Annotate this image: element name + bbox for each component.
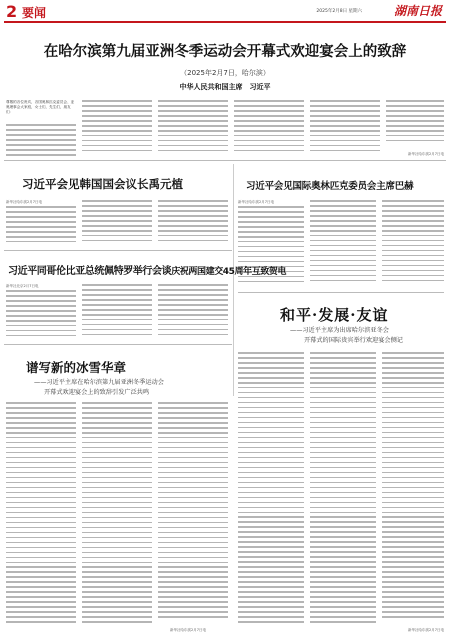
section-name: 要闻 xyxy=(22,6,47,20)
main-author: 中华人民共和国主席 习近平 xyxy=(179,83,271,91)
main-body-col6 xyxy=(386,100,444,150)
main-body-col1 xyxy=(6,124,76,159)
ioc-col3 xyxy=(382,200,444,288)
divider-korea-colombia xyxy=(4,250,232,251)
newspaper-logo: 湖南日报 xyxy=(393,4,442,18)
main-lead: 尊敬的各位贵宾，各国奥林匹克委员会、亚奥理事会大家庭，女士们，先生们，朋友们： xyxy=(6,100,75,114)
colombia-col3 xyxy=(158,284,228,340)
feature-col1 xyxy=(6,402,76,630)
section-divider xyxy=(4,160,446,161)
feature-col3 xyxy=(158,402,228,622)
main-body-col5 xyxy=(310,100,380,158)
korea-col1 xyxy=(6,206,76,246)
feature-credit: 新华社哈尔滨2月7日电 xyxy=(170,628,206,632)
peace-subtitle-2: 开幕式的国际贵宾举行欢迎宴会侧记 xyxy=(304,337,403,344)
credit-ioc: 新华社哈尔滨2月7日电 xyxy=(238,200,274,204)
divider-colombia-feature xyxy=(4,344,232,345)
peace-col1 xyxy=(238,352,304,632)
headline-feature: 谱写新的冰雪华章 xyxy=(26,360,127,375)
main-dateline: （2025年2月7日，哈尔滨） xyxy=(180,69,270,77)
peace-col3 xyxy=(382,352,444,624)
headline-korea: 习近平会见韩国国会议长禹元植 xyxy=(22,177,183,191)
credit-korea: 新华社哈尔滨2月7日电 xyxy=(6,200,42,204)
issue-date: 2025年2月8日 星期六 xyxy=(316,9,362,14)
main-lead-column xyxy=(6,100,76,122)
peace-col2 xyxy=(310,352,376,632)
divider-ioc-commentary xyxy=(238,292,444,293)
feature-col2 xyxy=(82,402,152,630)
korea-col3 xyxy=(158,200,228,246)
headline-colombia xyxy=(8,262,286,277)
headline-ioc: 习近平会见国际奥林匹克委员会主席巴赫 xyxy=(246,181,414,192)
header-rule xyxy=(4,21,446,23)
headline-colombia-suffix: 庆祝两国建交45周年互致贺电 xyxy=(171,267,287,277)
main-body-col2 xyxy=(82,100,152,158)
colombia-col2 xyxy=(82,284,152,340)
main-headline: 在哈尔滨第九届亚洲冬季运动会开幕式欢迎宴会上的致辞 xyxy=(43,44,407,60)
peace-credit: 新华社哈尔滨2月7日电 xyxy=(408,628,444,632)
credit-colombia: 新华社北京2月7日电 xyxy=(6,284,39,288)
peace-subtitle-1: ——习近平主席为出席哈尔滨亚冬会 xyxy=(290,327,389,334)
masthead xyxy=(0,0,450,22)
korea-col2 xyxy=(82,200,152,246)
main-body-col3 xyxy=(158,100,228,158)
feature-subtitle-1: ——习近平主席在哈尔滨第九届亚洲冬季运动会 xyxy=(34,379,164,386)
feature-subtitle-2: 开幕式欢迎宴会上的致辞引发广泛共鸣 xyxy=(44,389,150,396)
page-number: 2 xyxy=(6,2,18,21)
main-body-col4 xyxy=(234,100,304,158)
column-divider xyxy=(233,164,234,396)
headline-peace: 和平·发展·友谊 xyxy=(280,306,389,324)
headline-colombia-main: 习近平同哥伦比亚总统佩特罗举行会谈 xyxy=(8,266,172,277)
colombia-col1 xyxy=(6,290,76,340)
main-credit: 新华社哈尔滨2月7日电 xyxy=(408,152,444,156)
ioc-col2 xyxy=(310,200,376,288)
